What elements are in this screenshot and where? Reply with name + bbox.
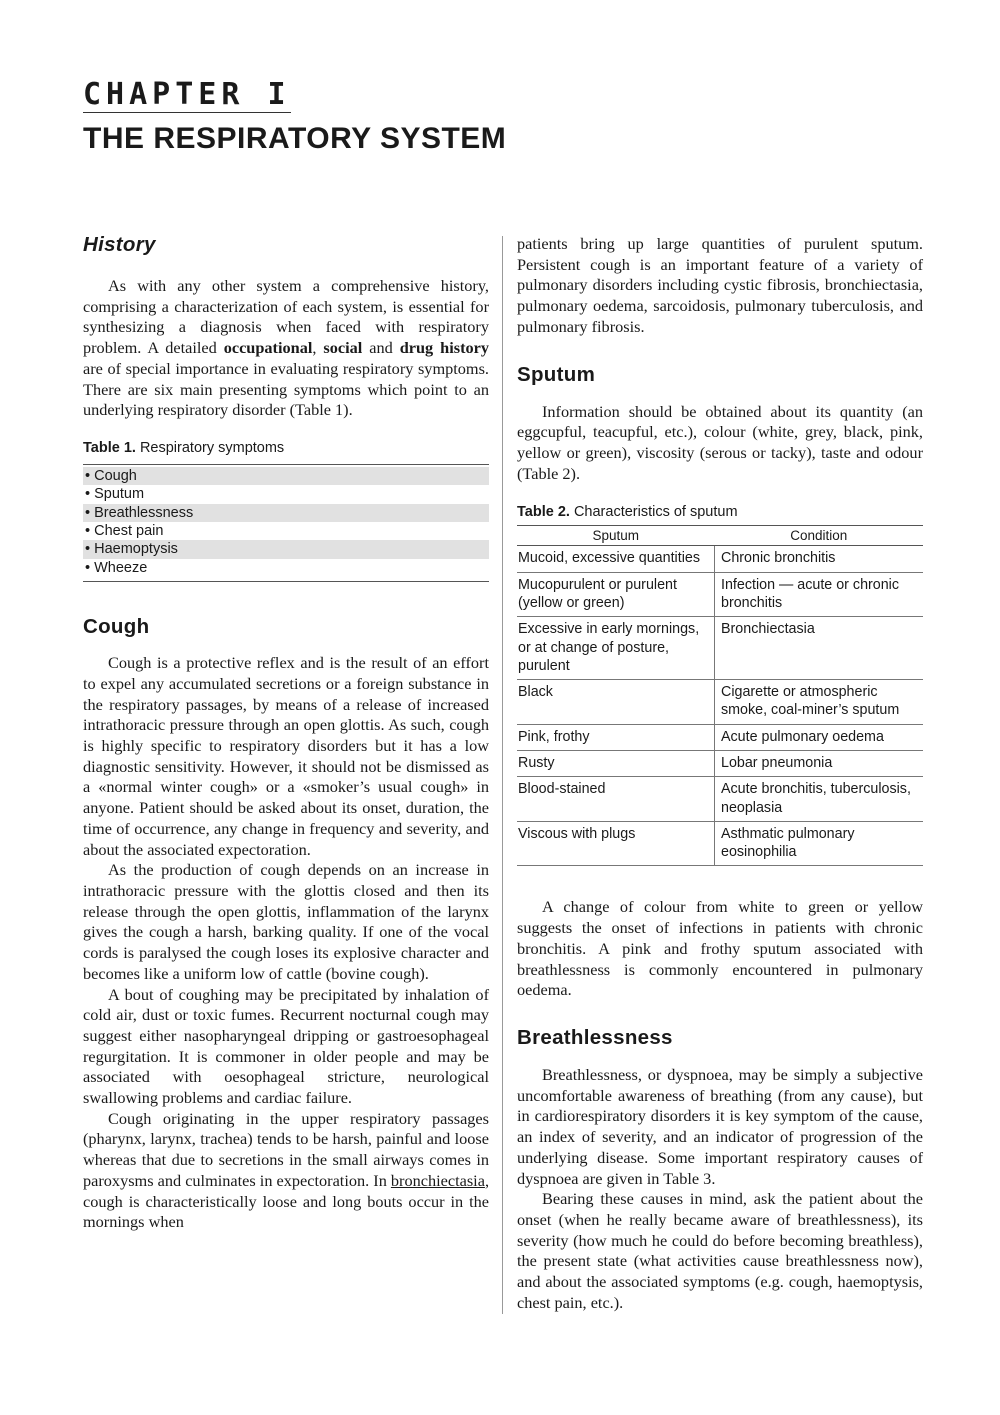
chapter-label: CHAPTER I (83, 77, 291, 112)
breathlessness-paragraph-2: Bearing these causes in mind, ask the patient about the onset (when he really became aware of breathlessness), its severity (how much he could do before becoming breathless), the present state (what activities cause breathlessness now), and about the associated symptoms (e.g. cough, haemoptysis, chest pain, etc.). (517, 1189, 923, 1312)
table1-caption: Table 1. Respiratory symptoms (83, 439, 285, 456)
bronchiectasia-link[interactable]: bronchiectasia (390, 1170, 485, 1190)
right-column (517, 234, 923, 1313)
breathlessness-heading: Breathlessness (517, 1026, 673, 1049)
table-row (517, 617, 923, 680)
list-item: • Wheeze (85, 559, 148, 576)
table-cell: Mucopurulent or purulent (yellow or green) (517, 572, 715, 617)
history-heading: History (83, 233, 156, 256)
table-cell: Viscous with plugs (517, 821, 715, 866)
sputum-paragraph-2: A change of colour from white to green or yellow suggests the onset of infections in patients with chronic bronchitis. A pink and frothy sputum associated with breathlessness is commonly encountered in pulmonary oedema. (517, 897, 923, 1000)
table-cell: Excessive in early mornings, or at change of posture, purulent (517, 617, 715, 680)
table-cell: Cigarette or atmospheric smoke, coal-miner’s sputum (715, 680, 924, 725)
chapter-title: THE RESPIRATORY SYSTEM (83, 122, 507, 155)
column-header-condition: Condition (715, 526, 924, 546)
table-cell: Pink, frothy (517, 724, 715, 750)
table-cell: Infection — acute or chronic bronchitis (715, 572, 924, 617)
column-divider (502, 236, 503, 1314)
list-item: • Chest pain (85, 523, 164, 540)
column-header-sputum: Sputum (517, 526, 715, 546)
table-header-row (517, 526, 923, 546)
table-row (517, 724, 923, 750)
table-row (517, 821, 923, 866)
cough-paragraph-2: As the production of cough depends on an increase in intrathoracic pressure with the glottis closed and then its release through the open glottis, inflammation of the larynx gives the cough a harsh, barking quality. If one of the vocal cords is paralysed the cough loses its explosive character and becomes like a uniform low of cattle (bovine cough). (83, 860, 489, 983)
cough-paragraph-4-continued: patients bring up large quantities of purulent sputum. Persistent cough is an important feature of a variety of pulmonary disorders including cystic fibrosis, bronchiectasia, pulmonary oedema, sarcoidosis, pulmonary tuberculosis, and pulmonary fibrosis. (517, 234, 923, 336)
table-cell: Acute pulmonary oedema (715, 724, 924, 750)
list-item: • Breathlessness (83, 504, 489, 522)
sputum-paragraph-1: Information should be obtained about its quantity (an eggcupful, teacupful, etc.), colour (white, grey, black, pink, yellow or green), viscosity (serous or tacky), taste and odour (Table 2). (517, 401, 923, 483)
table-cell: Blood-stained (517, 777, 715, 822)
cough-paragraph-1: Cough is a protective reflex and is the result of an effort to expel any accumulated secretions or a foreign substance in the respiratory passages, by means of a release of increased intrathoracic pressure through an open glottis. As such, cough is highly specific to respiratory disorders but it has a low diagnostic sensitivity. However, it should not be dismissed as a «normal winter cough» or a «smoker’s usual cough» in anyone. Patient should be asked about its onset, duration, the time of occurrence, any change in frequency and severity, and about the associated expectoration. (83, 653, 489, 859)
table-row (517, 680, 923, 725)
table1-symptom-list (83, 464, 489, 582)
cough-paragraph-3: A bout of coughing may be precipitated by inhalation of cold air, dust or toxic fumes. Recurrent nocturnal cough may suggest either nasopharyngeal dripping or gastroesophageal regurgitation. It is commoner in older people and may be associated with oesophageal stricture, neurological swallowing problems and cardiac failure. (83, 984, 489, 1108)
table-row (517, 572, 923, 617)
list-item: • Sputum (85, 486, 145, 503)
table-cell: Bronchiectasia (715, 617, 924, 680)
table-row (517, 751, 923, 777)
table-cell: Asthmatic pulmonary eosinophilia (715, 821, 924, 866)
sputum-heading: Sputum (517, 362, 596, 386)
table-cell: Chronic bronchitis (715, 546, 924, 572)
table-cell: Lobar pneumonia (715, 751, 924, 777)
table-row (517, 777, 923, 822)
cough-heading: Cough (83, 615, 150, 639)
sputum-table (517, 525, 923, 866)
list-item: • Cough (83, 467, 489, 485)
breathlessness-paragraph-1: Breathlessness, or dyspnoea, may be simply a subjective uncomfortable awareness of breathing (from any cause), but in cardiorespiratory disorders it is key symptom of the cause, an index of severity, and an indicator of progression of the underlying disease. Some important respiratory causes of dyspnoea are given in Table 3. (517, 1065, 923, 1188)
table-cell: Acute bronchitis, tuberculosis, neoplasia (715, 777, 924, 822)
table2-caption: Table 2. Characteristics of sputum (517, 504, 738, 521)
left-column (83, 232, 489, 1233)
history-paragraph: As with any other system a comprehensive history, comprising a characterization of each system, is essential for synthesizing a diagnosis when faced with respiratory problem. A detailed occupational, social and drug history are of special importance in evaluating respiratory symptoms. There are six main presenting symptoms which point to an underlying respiratory disorder (Table 1). (83, 276, 489, 420)
list-item: • Haemoptysis (83, 540, 489, 558)
table-cell: Mucoid, excessive quantities (517, 546, 715, 572)
table-cell: Black (517, 680, 715, 725)
table-cell: Rusty (517, 751, 715, 777)
table-row (517, 546, 923, 572)
cough-paragraph-4: Cough originating in the upper respiratory passages (pharynx, larynx, trachea) tends to be harsh, painful and loose whereas that due to secretions in the small airways comes in paroxysms and culminates in expectoration. In bronchiectasia, cough is characteristically loose and long bouts occur in the mornings when (83, 1108, 490, 1232)
